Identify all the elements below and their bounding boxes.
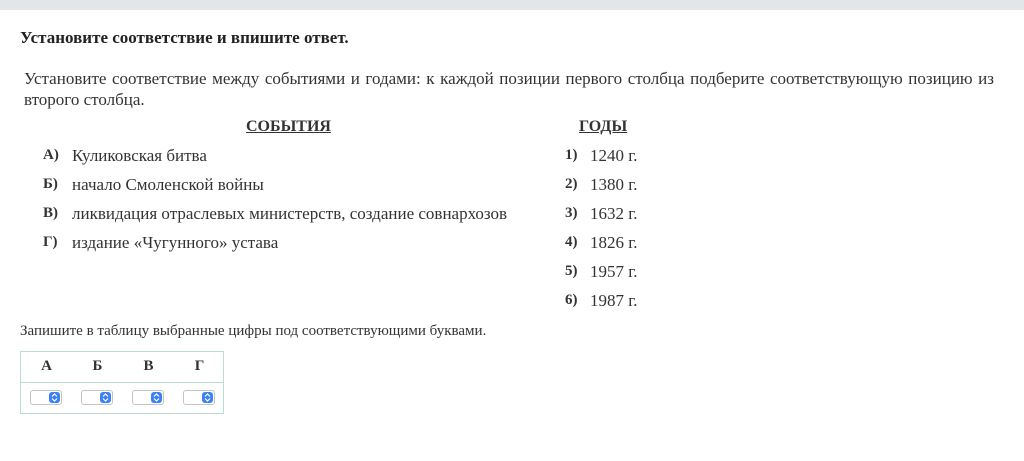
event-text: Куликовская битва: [72, 146, 207, 165]
up-down-chevron-icon: [202, 392, 213, 403]
answer-select-b[interactable]: [81, 390, 113, 405]
year-label: 2): [565, 176, 578, 192]
up-down-chevron-icon: [151, 392, 162, 403]
event-text: начало Смоленской войны: [72, 175, 264, 194]
year-text: 1632 г.: [590, 204, 638, 223]
task-instruction: Установите соответствие между событиями и годами: к каждой позиции первого столбца подберите соответствующую позицию из второго столбца.: [24, 69, 994, 109]
events-column-header: СОБЫТИЯ: [246, 118, 331, 135]
answer-table: [20, 351, 224, 414]
year-label: 4): [565, 234, 578, 250]
answer-table-header: [21, 352, 223, 382]
answer-header-a: А: [41, 358, 52, 374]
task-heading: Установите соответствие и впишите ответ.: [20, 28, 349, 47]
up-down-chevron-icon: [100, 392, 111, 403]
year-text: 1240 г.: [590, 146, 638, 165]
answer-header-b: Б: [92, 358, 103, 374]
top-bar: [0, 0, 1024, 10]
answer-note: Запишите в таблицу выбранные цифры под соответствующими буквами.: [20, 323, 487, 339]
answer-table-divider: [21, 382, 223, 383]
answer-header-g: Г: [194, 358, 205, 374]
event-text: издание «Чугунного» устава: [72, 233, 279, 252]
year-text: 1380 г.: [590, 175, 638, 194]
event-label: Г): [43, 234, 58, 250]
year-text: 1957 г.: [590, 262, 638, 281]
year-label: 3): [565, 205, 578, 221]
year-label: 1): [565, 147, 578, 163]
year-text: 1826 г.: [590, 233, 638, 252]
event-label: В): [43, 205, 58, 221]
year-label: 6): [565, 292, 578, 308]
answer-select-v[interactable]: [132, 390, 164, 405]
years-column-header: ГОДЫ: [579, 118, 628, 135]
event-label: А): [43, 147, 59, 163]
answer-select-a[interactable]: [30, 390, 62, 405]
year-label: 5): [565, 263, 578, 279]
answer-select-g[interactable]: [183, 390, 215, 405]
event-label: Б): [43, 176, 58, 192]
answer-header-v: В: [143, 358, 154, 374]
event-text: ликвидация отраслевых министерств, создание совнархозов: [72, 204, 508, 223]
up-down-chevron-icon: [49, 392, 60, 403]
year-text: 1987 г.: [590, 291, 638, 310]
